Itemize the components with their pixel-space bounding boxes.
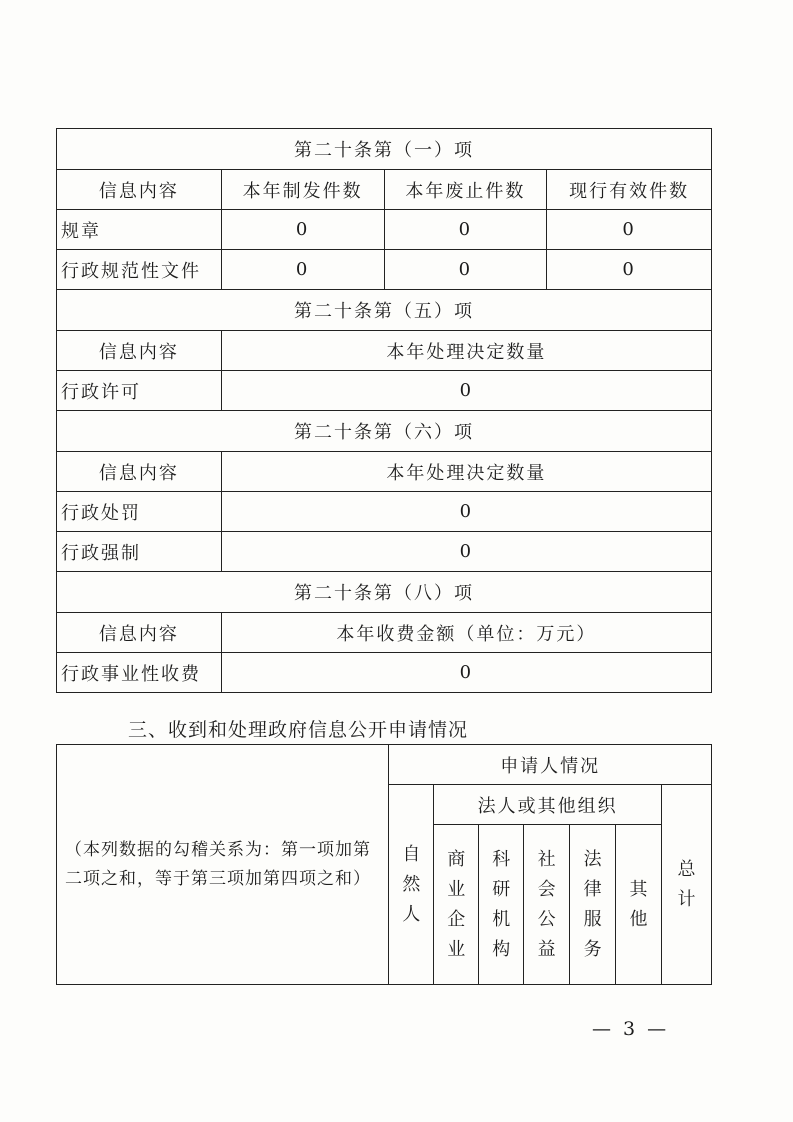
cell-value: 0: [221, 532, 711, 572]
section-title: 第二十条第（五）项: [57, 290, 712, 331]
cell-value: 0: [221, 371, 711, 411]
column-header: 信息内容: [57, 613, 222, 653]
cell-value: 0: [384, 250, 547, 290]
cell-value: 0: [221, 250, 384, 290]
header-row: [57, 452, 712, 492]
cell-value: 0: [547, 210, 712, 250]
section-title: 第二十条第（八）项: [57, 572, 712, 613]
disclosure-table: [56, 128, 712, 693]
section-row: [57, 129, 712, 170]
table-row: [57, 532, 712, 572]
header-row: [57, 613, 712, 653]
column-header: 现行有效件数: [547, 170, 712, 210]
row-label: 行政规范性文件: [57, 250, 222, 290]
table-row: [57, 210, 712, 250]
column-header: 本年废止件数: [384, 170, 547, 210]
page-number: — 3 —: [592, 1018, 670, 1040]
table-row: [57, 653, 712, 693]
legal-entity-header: 法人或其他组织: [434, 785, 662, 825]
header-row: [57, 745, 712, 785]
column-header: 信息内容: [57, 170, 222, 210]
table-row: [57, 371, 712, 411]
column-header: 信息内容: [57, 331, 222, 371]
header-row: [57, 331, 712, 371]
cell-value: 0: [221, 653, 711, 693]
section-row: [57, 572, 712, 613]
column-header: 信息内容: [57, 452, 222, 492]
column-header: 本年收费金额（单位：万元）: [221, 613, 711, 653]
row-label: 行政事业性收费: [57, 653, 222, 693]
section-title: 第二十条第（一）项: [57, 129, 712, 170]
header-row: [57, 170, 712, 210]
row-label: 行政处罚: [57, 492, 222, 532]
cell-value: 0: [221, 210, 384, 250]
row-label: 规章: [57, 210, 222, 250]
application-table: [56, 744, 712, 985]
row-label: 行政许可: [57, 371, 222, 411]
entity-column-header: 法律服务: [570, 825, 616, 985]
entity-column-header: 商业企业: [434, 825, 479, 985]
table-row: [57, 492, 712, 532]
cell-value: 0: [221, 492, 711, 532]
entity-column-header: 其他: [616, 825, 662, 985]
column-header: 本年处理决定数量: [221, 452, 711, 492]
entity-column-header: 科研机构: [479, 825, 524, 985]
section-heading: 三、收到和处理政府信息公开申请情况: [128, 719, 469, 741]
section-row: [57, 290, 712, 331]
section-row: [57, 411, 712, 452]
column-header: 本年处理决定数量: [221, 331, 711, 371]
row-label: 行政强制: [57, 532, 222, 572]
cell-value: 0: [384, 210, 547, 250]
column-header: 本年制发件数: [221, 170, 384, 210]
relation-note: （本列数据的勾稽关系为：第一项加第二项之和，等于第三项加第四项之和）: [57, 745, 389, 985]
entity-column-header: 社会公益: [524, 825, 570, 985]
table-row: [57, 250, 712, 290]
cell-value: 0: [547, 250, 712, 290]
natural-person-header: 自然人: [389, 785, 434, 985]
total-header: 总计: [662, 785, 712, 985]
section-title: 第二十条第（六）项: [57, 411, 712, 452]
applicant-header: 申请人情况: [389, 745, 712, 785]
